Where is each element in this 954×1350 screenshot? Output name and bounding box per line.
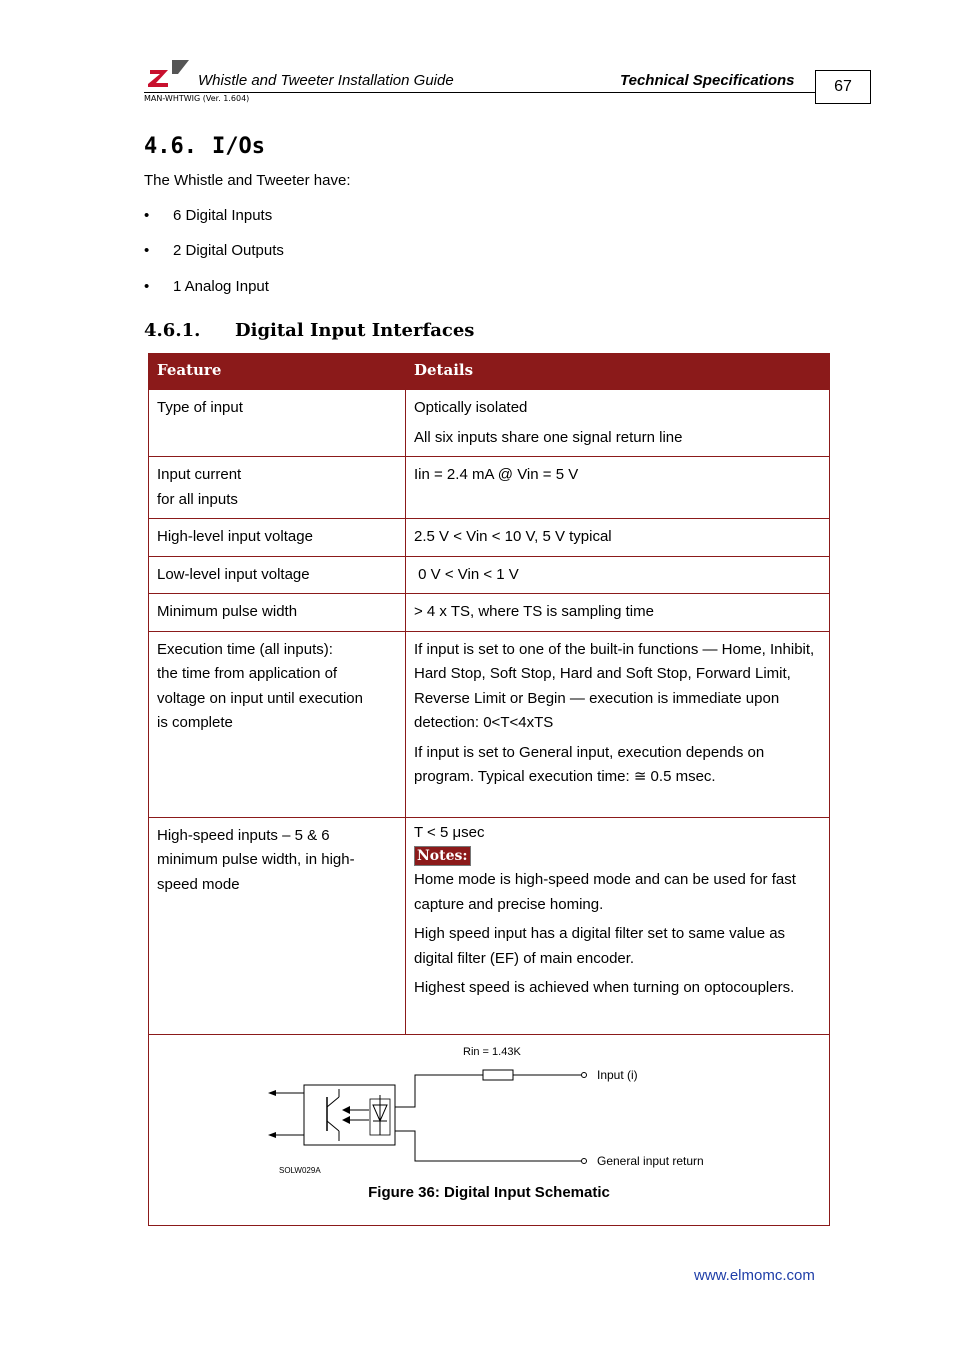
bullet-icon: • [144,242,150,259]
feature-cell: Type of input [149,390,406,457]
page-number: 67 [815,70,871,104]
intro-text: The Whistle and Tweeter have: [144,172,351,189]
feature-cell: High-speed inputs – 5 & 6 minimum pulse width, in high- speed mode [149,817,406,1034]
section-heading [144,134,265,159]
return-label: General input return [597,1153,704,1168]
list-item: • 2 Digital Outputs [144,242,284,259]
list-item: • 6 Digital Inputs [144,207,273,224]
table-row [149,594,830,632]
table-header-row [149,354,830,390]
details-cell: 0 V < Vin < 1 V [406,556,830,594]
table-row [149,556,830,594]
feature-cell: Execution time (all inputs): the time from application of voltage on input until execution is complete [149,631,406,817]
feature-cell: Low-level input voltage [149,556,406,594]
section-header-title: Technical Specifications [620,72,795,89]
figure-caption: Figure 36: Digital Input Schematic [368,1183,610,1201]
table-row [149,519,830,557]
figure-code: SOLW029A [279,1165,321,1175]
figure-row [149,1034,830,1225]
figure-cell [149,1034,830,1225]
table-row [149,390,830,457]
bullet-icon: • [144,278,150,295]
subsection-title: Digital Input Interfaces [235,320,475,341]
details-cell: Optically isolated All six inputs share one signal return line [406,390,830,457]
footer-link[interactable]: www.elmomc.com [694,1267,815,1284]
input-label: Input (i) [597,1067,638,1082]
table-row [149,631,830,817]
feature-cell: Input current for all inputs [149,457,406,519]
version-label: MAN-WHTWIG (Ver. 1.604) [144,94,250,103]
list-item: • 1 Analog Input [144,278,269,295]
subsection-number: 4.6.1. [144,320,201,341]
details-cell: 2.5 V < Vin < 10 V, 5 V typical [406,519,830,557]
column-header-feature: Feature [149,354,406,390]
table-row [149,457,830,519]
feature-cell: High-level input voltage [149,519,406,557]
section-title: I/Os [212,134,265,159]
section-number: 4.6. [144,134,197,159]
document-title: Whistle and Tweeter Installation Guide [198,72,454,89]
table-row [149,817,830,1034]
bullet-icon: • [144,207,150,224]
column-header-details: Details [406,354,830,390]
details-cell: > 4 x TS, where TS is sampling time [406,594,830,632]
details-cell: Iin = 2.4 mA @ Vin = 5 V [406,457,830,519]
subsection-heading [144,320,474,341]
digital-input-table [148,353,830,1226]
rin-label: Rin = 1.43K [463,1045,521,1058]
notes-badge: Notes: [414,846,471,866]
header-divider [144,92,816,93]
details-cell: If input is set to one of the built-in functions — Home, Inhibit, Hard Stop, Soft Stop, Hard and Soft Stop, Forward Limit, Reverse Limit or Begin — execution is immediate upon detection: 0<T<4xTS If input is set to General input, execution depends on program. Typical execution time: ≅ 0.5 msec. [406,631,830,817]
details-cell: T < 5 μsec Notes: Home mode is high-speed mode and can be used for fast capture and precise homing. High speed input has a digital filter set to same value as digital filter (EF) of main encoder. Highest speed is achieved when turning on optocouplers. [406,817,830,1034]
elmo-logo-icon [148,58,190,88]
feature-cell: Minimum pulse width [149,594,406,632]
